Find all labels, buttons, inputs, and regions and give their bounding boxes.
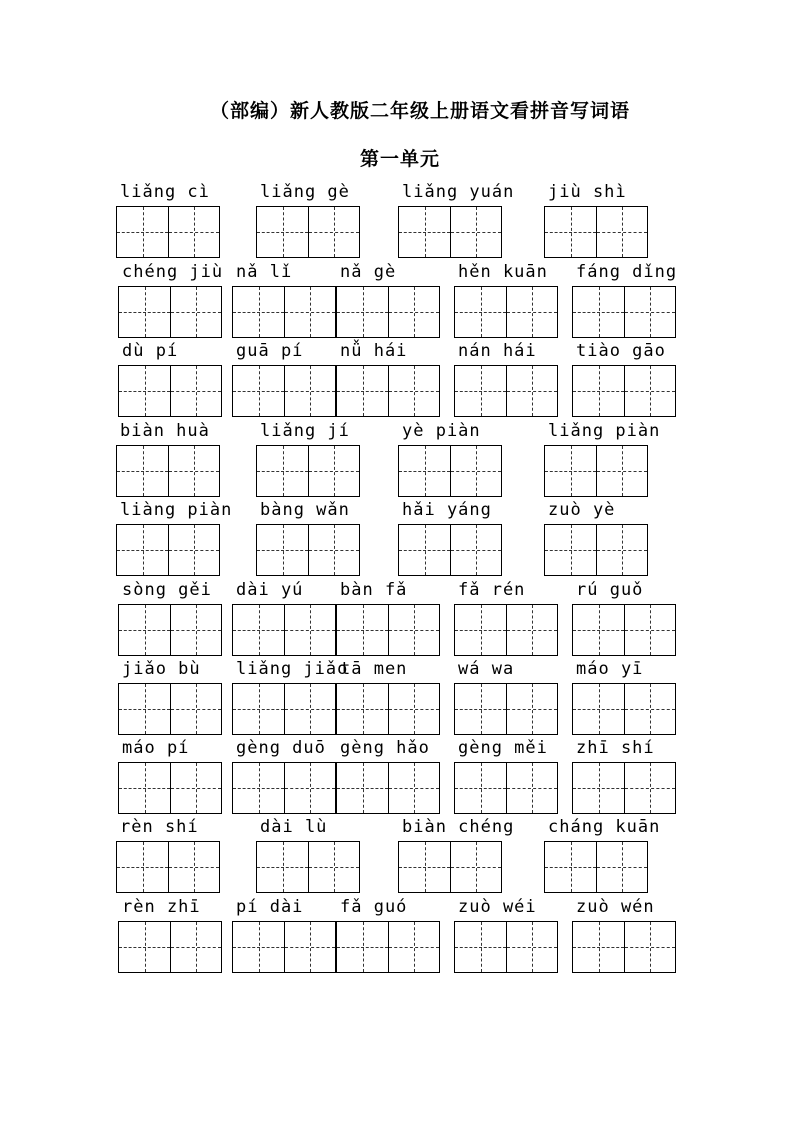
character-cell[interactable] — [257, 842, 308, 892]
character-cell[interactable] — [573, 763, 624, 813]
tian-zi-grid[interactable] — [232, 921, 336, 973]
pinyin-label: rú guǒ — [576, 580, 644, 600]
tian-zi-grid[interactable] — [118, 365, 222, 417]
pinyin-label: liǎng gè — [260, 182, 350, 202]
character-cell[interactable] — [624, 287, 675, 337]
tian-zi-grid[interactable] — [336, 683, 440, 735]
tian-zi-grid[interactable] — [118, 921, 222, 973]
word-row — [0, 421, 800, 501]
character-cell[interactable] — [257, 446, 308, 496]
pinyin-label: sòng gěi — [122, 580, 212, 600]
pinyin-label: wá wa — [458, 659, 515, 679]
tian-zi-grid[interactable] — [232, 683, 336, 735]
character-cell[interactable] — [545, 842, 596, 892]
character-cell[interactable] — [168, 446, 219, 496]
tian-zi-grid[interactable] — [336, 604, 440, 656]
character-cell[interactable] — [506, 922, 557, 972]
character-cell[interactable] — [573, 922, 624, 972]
tian-zi-grid[interactable] — [454, 683, 558, 735]
tian-zi-grid[interactable] — [572, 286, 676, 338]
pinyin-label: fáng dǐng — [576, 262, 678, 282]
pinyin-label: rèn shí — [120, 817, 199, 837]
character-cell[interactable] — [168, 207, 219, 257]
character-cell[interactable] — [337, 287, 388, 337]
tian-zi-grid[interactable] — [572, 762, 676, 814]
character-cell[interactable] — [506, 684, 557, 734]
tian-zi-grid[interactable] — [572, 604, 676, 656]
character-cell[interactable] — [233, 763, 284, 813]
character-cell[interactable] — [119, 922, 170, 972]
character-cell[interactable] — [170, 287, 221, 337]
pinyin-label: chéng jiù — [122, 262, 224, 282]
tian-zi-grid[interactable] — [454, 921, 558, 973]
pinyin-label: biàn chéng — [402, 817, 515, 837]
character-cell[interactable] — [624, 605, 675, 655]
tian-zi-grid[interactable] — [544, 841, 648, 893]
character-cell[interactable] — [506, 763, 557, 813]
tian-zi-grid[interactable] — [544, 206, 648, 258]
tian-zi-grid[interactable] — [118, 604, 222, 656]
character-cell[interactable] — [506, 605, 557, 655]
character-cell[interactable] — [545, 525, 596, 575]
character-cell[interactable] — [117, 207, 168, 257]
tian-zi-grid[interactable] — [116, 841, 220, 893]
tian-zi-grid[interactable] — [544, 445, 648, 497]
page-title: （部编）新人教版二年级上册语文看拼音写词语 — [209, 100, 630, 122]
tian-zi-grid[interactable] — [336, 921, 440, 973]
tian-zi-grid[interactable] — [256, 841, 360, 893]
character-cell[interactable] — [337, 922, 388, 972]
character-cell[interactable] — [388, 922, 439, 972]
pinyin-label: pí dài — [236, 897, 304, 917]
tian-zi-grid[interactable] — [398, 841, 502, 893]
pinyin-label: cháng kuān — [548, 817, 661, 837]
character-cell[interactable] — [233, 366, 284, 416]
pinyin-label: fǎ guó — [340, 897, 408, 917]
character-cell[interactable] — [308, 842, 359, 892]
tian-zi-grid[interactable] — [232, 286, 336, 338]
character-cell[interactable] — [388, 684, 439, 734]
pinyin-label: dù pí — [122, 341, 179, 361]
word-row — [0, 817, 800, 897]
character-cell[interactable] — [284, 366, 335, 416]
character-cell[interactable] — [596, 842, 647, 892]
pinyin-label: nǎ lǐ — [236, 262, 293, 282]
pinyin-label: zuò wéi — [458, 897, 537, 917]
word-row — [0, 500, 800, 580]
tian-zi-grid[interactable] — [256, 206, 360, 258]
pinyin-label: yè piàn — [402, 421, 481, 441]
pinyin-label: dài yú — [236, 580, 304, 600]
character-cell[interactable] — [596, 525, 647, 575]
word-row — [0, 659, 800, 739]
character-cell[interactable] — [119, 605, 170, 655]
character-cell[interactable] — [388, 287, 439, 337]
pinyin-label: tā men — [340, 659, 408, 679]
pinyin-label: gèng měi — [458, 738, 548, 758]
pinyin-label: hěn kuān — [458, 262, 548, 282]
character-cell[interactable] — [284, 684, 335, 734]
tian-zi-grid[interactable] — [118, 286, 222, 338]
tian-zi-grid[interactable] — [454, 286, 558, 338]
character-cell[interactable] — [455, 605, 506, 655]
word-row — [0, 738, 800, 818]
character-cell[interactable] — [399, 842, 450, 892]
character-cell[interactable] — [337, 763, 388, 813]
pinyin-label: guā pí — [236, 341, 304, 361]
character-cell[interactable] — [284, 763, 335, 813]
pinyin-label: nǚ hái — [340, 341, 408, 361]
character-cell[interactable] — [168, 525, 219, 575]
word-row — [0, 341, 800, 421]
tian-zi-grid[interactable] — [256, 524, 360, 576]
tian-zi-grid[interactable] — [232, 604, 336, 656]
pinyin-label: jiǎo bù — [122, 659, 201, 679]
character-cell[interactable] — [117, 446, 168, 496]
character-cell[interactable] — [624, 366, 675, 416]
tian-zi-grid[interactable] — [336, 286, 440, 338]
character-cell[interactable] — [455, 684, 506, 734]
pinyin-label: bàng wǎn — [260, 500, 350, 520]
tian-zi-grid[interactable] — [398, 445, 502, 497]
character-cell[interactable] — [455, 366, 506, 416]
character-cell[interactable] — [506, 287, 557, 337]
character-cell[interactable] — [117, 525, 168, 575]
character-cell[interactable] — [119, 366, 170, 416]
character-cell[interactable] — [388, 605, 439, 655]
pinyin-label: dài lù — [260, 817, 328, 837]
tian-zi-grid[interactable] — [454, 762, 558, 814]
character-cell[interactable] — [455, 922, 506, 972]
character-cell[interactable] — [506, 366, 557, 416]
character-cell[interactable] — [257, 207, 308, 257]
character-cell[interactable] — [450, 525, 501, 575]
character-cell[interactable] — [168, 842, 219, 892]
character-cell[interactable] — [596, 207, 647, 257]
character-cell[interactable] — [170, 366, 221, 416]
character-cell[interactable] — [284, 287, 335, 337]
pinyin-label: bàn fǎ — [340, 580, 408, 600]
pinyin-label: tiào gāo — [576, 341, 666, 361]
unit-heading: 第一单元 — [359, 148, 440, 170]
word-row — [0, 182, 800, 262]
character-cell[interactable] — [233, 922, 284, 972]
character-cell[interactable] — [455, 287, 506, 337]
tian-zi-grid[interactable] — [336, 762, 440, 814]
word-row — [0, 897, 800, 977]
character-cell[interactable] — [388, 366, 439, 416]
character-cell[interactable] — [284, 605, 335, 655]
tian-zi-grid[interactable] — [256, 445, 360, 497]
character-cell[interactable] — [308, 207, 359, 257]
pinyin-label: liǎng cì — [120, 182, 210, 202]
tian-zi-grid[interactable] — [232, 762, 336, 814]
pinyin-label: liǎng yuán — [402, 182, 515, 202]
character-cell[interactable] — [308, 525, 359, 575]
tian-zi-grid[interactable] — [116, 445, 220, 497]
pinyin-label: liǎng jí — [260, 421, 350, 441]
pinyin-label: hǎi yáng — [402, 500, 492, 520]
word-row — [0, 580, 800, 660]
character-cell[interactable] — [170, 605, 221, 655]
tian-zi-grid[interactable] — [336, 365, 440, 417]
tian-zi-grid[interactable] — [572, 921, 676, 973]
character-cell[interactable] — [573, 684, 624, 734]
word-row — [0, 262, 800, 342]
tian-zi-grid[interactable] — [572, 365, 676, 417]
character-cell[interactable] — [573, 366, 624, 416]
character-cell[interactable] — [545, 207, 596, 257]
character-cell[interactable] — [170, 922, 221, 972]
character-cell[interactable] — [573, 605, 624, 655]
character-cell[interactable] — [545, 446, 596, 496]
character-cell[interactable] — [399, 446, 450, 496]
character-cell[interactable] — [450, 446, 501, 496]
pinyin-label: liǎng jiǎo — [236, 659, 349, 679]
character-cell[interactable] — [284, 922, 335, 972]
character-cell[interactable] — [337, 684, 388, 734]
character-cell[interactable] — [450, 207, 501, 257]
character-cell[interactable] — [308, 446, 359, 496]
character-cell[interactable] — [119, 763, 170, 813]
tian-zi-grid[interactable] — [118, 762, 222, 814]
character-cell[interactable] — [455, 763, 506, 813]
character-cell[interactable] — [337, 366, 388, 416]
tian-zi-grid[interactable] — [116, 206, 220, 258]
pinyin-label: gèng hǎo — [340, 738, 430, 758]
character-cell[interactable] — [596, 446, 647, 496]
pinyin-label: liàng piàn — [120, 500, 233, 520]
character-cell[interactable] — [233, 605, 284, 655]
tian-zi-grid[interactable] — [454, 365, 558, 417]
pinyin-label: gèng duō — [236, 738, 326, 758]
tian-zi-grid[interactable] — [454, 604, 558, 656]
pinyin-label: liǎng piàn — [548, 421, 661, 441]
tian-zi-grid[interactable] — [572, 683, 676, 735]
pinyin-label: máo yī — [576, 659, 644, 679]
character-cell[interactable] — [573, 287, 624, 337]
character-cell[interactable] — [388, 763, 439, 813]
tian-zi-grid[interactable] — [232, 365, 336, 417]
character-cell[interactable] — [399, 207, 450, 257]
pinyin-label: nǎ gè — [340, 262, 397, 282]
pinyin-label: biàn huà — [120, 421, 210, 441]
character-cell[interactable] — [399, 525, 450, 575]
character-cell[interactable] — [624, 763, 675, 813]
character-cell[interactable] — [450, 842, 501, 892]
character-cell[interactable] — [170, 763, 221, 813]
tian-zi-grid[interactable] — [544, 524, 648, 576]
tian-zi-grid[interactable] — [398, 206, 502, 258]
pinyin-label: fǎ rén — [458, 580, 526, 600]
character-cell[interactable] — [257, 525, 308, 575]
tian-zi-grid[interactable] — [118, 683, 222, 735]
character-cell[interactable] — [337, 605, 388, 655]
character-cell[interactable] — [119, 684, 170, 734]
character-cell[interactable] — [119, 287, 170, 337]
tian-zi-grid[interactable] — [398, 524, 502, 576]
pinyin-label: nán hái — [458, 341, 537, 361]
character-cell[interactable] — [624, 922, 675, 972]
pinyin-label: jiù shì — [548, 182, 627, 202]
pinyin-label: zuò yè — [548, 500, 616, 520]
character-cell[interactable] — [624, 684, 675, 734]
character-cell[interactable] — [117, 842, 168, 892]
pinyin-label: máo pí — [122, 738, 190, 758]
pinyin-label: zuò wén — [576, 897, 655, 917]
character-cell[interactable] — [233, 684, 284, 734]
character-cell[interactable] — [233, 287, 284, 337]
character-cell[interactable] — [170, 684, 221, 734]
pinyin-label: rèn zhī — [122, 897, 201, 917]
pinyin-label: zhī shí — [576, 738, 655, 758]
tian-zi-grid[interactable] — [116, 524, 220, 576]
